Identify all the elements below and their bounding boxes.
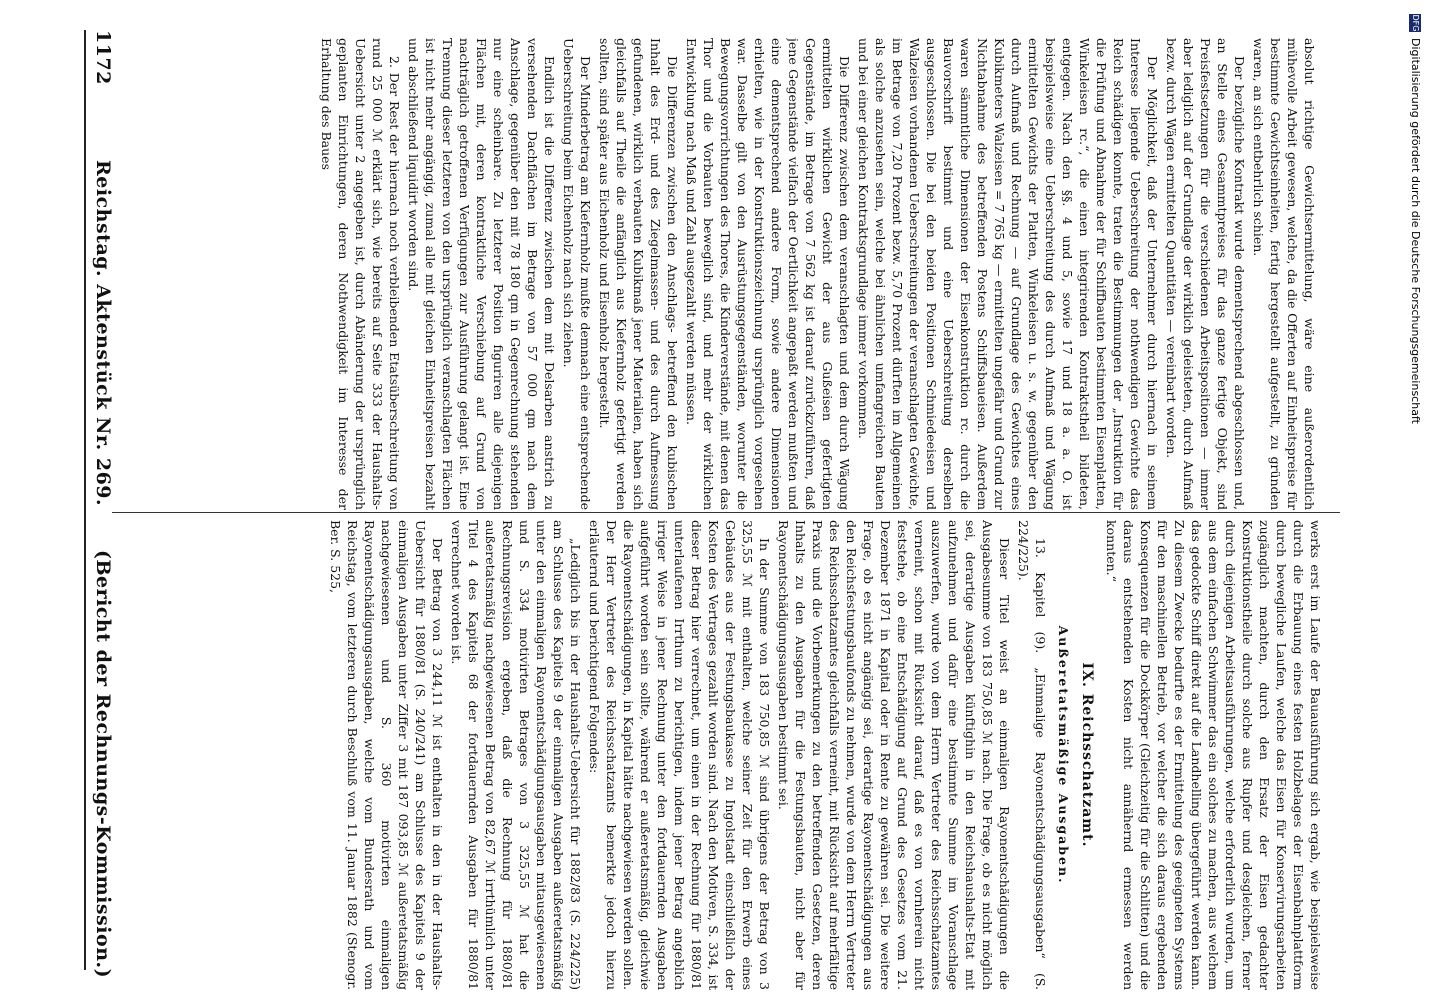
paragraph: Die Differenz zwischen dem veranschlagten und dem durch Wägung ermittelten wirklichen Gewicht der aus Gußeisen gefertigten Gegenstände, im Betrage von 7 562 kg ist darauf zurückzuführen, daß jene Gegenstände vielfach der Oertlichkeit angepaßt werden mußten und eine dementsprechend andere Form, sowie andere Dimensionen erhielten, wie in der Konstruktionszeichnung ursprünglich vorgesehen war. Dasselbe gilt von den Ausrüstungsgegenständen, worunter die Bewegungsvorrichtungen des Thores, die Kinderverstände, mit denen das Thor und die Vorbauten beweglich sind, und mehr der wirklichen Entwicklung nach Maß und Zahl ausgezahlt werden müssen. (684, 38, 852, 510)
page-header (88, 30, 114, 979)
paragraph: werks erst im Laufe der Bauausführung sich ergab, wie beispielsweise durch die Erbauung eines festen Holzbelages der Eisenbahnplattform durch bewegliche Laufen, welche das Eisen für Konservirungsarbeiten zugänglich machten, durch den Ersatz der Eisen gedachter Konstruktionstheile durch solche aus Rupfer und desgleichen, ferner durch diejenigen Arbeitsausführungen, welche erforderlich wurden, um aus dem einfachen Schwimmer das ein solches zu machen, aus welchem das gedockte Schiff direkt auf die Landhelling übergeführt werden kann. Zu diesem Zwecke bedurfte es der Ermittelung des geeigneten Systems für den maschinellen Betrieb, vor welcher die sich daraus ergebenden Konsequenzen für die Dockkörper (Gleichzeitig für die Schlitten) und die daraus entstehenden Kosten nicht annähernd ermessen werden konnten.“ (1104, 520, 1323, 990)
paragraph: Dieser Titel weist an einmaligen Rayonentschädigungen die Ausgabesumme von 183 750,85 ℳ nach. Die Frage, ob es nicht möglich sei, derartige Ausgaben künftighin in den Reichshaushalts-Etat mit aufzunehmen und dafür eine bestimmte Summe im Voranschlage auszuwerfen, wurde von dem Herrn Vertreter des Reichsschatzamtes verneint, schon mit Rücksicht darauf, daß es von vornherein nicht feststehe, ob eine Entschädigung auf Grund des Gesetzes vom 21. Dezember 1871 in Kapital oder in Rente zu gewähren sei. Die weitere Frage, ob es nicht angängig sei, derartige Rayonentschädigungen aus den Reichsfestungsbaufonds zu nehmen, wurde von dem Herrn Vertreter des Reichsschatzamtes gleichfalls verneint, mit Rücksicht auf mehrfältige Praxis und die Vorbemerkungen zu den betreffenden Gesetzen, deren Inhalts zu den Ausgaben für die Festungsbauten, nicht aber für Rayonentschädigungsausgaben bestimmt sei. (776, 520, 1012, 990)
paragraph: Der bezügliche Kontrakt wurde dementsprechend abgeschlossen und, an Stelle eines Gesammtpreises für das ganze fertige Objekt, sind Preisfestsetzungen für die verschiedenen Arbeitspositionen — immer aber lediglich auf der Grundlage der wirklich geleisteten, durch Aufmaß bezw. durch Wägen ermittelten Quantitäten — vereinbart worden. (1164, 38, 1247, 510)
paragraph: Der Betrag von 3 244,11 ℳ ist enthalten in den in der Haushalts-Uebersicht für 1880/81 (S. 240/241) am Schlusse des Kapitels 9 der einmaligen Ausgaben unter Ziffer 3 mit 187 093,85 ℳ außeretatsmäßig nachgewiesenen und S. 360 motivirten einmaligen Rayonentschädigungsausgaben, welche vom Bundesrath und vom Reichstag, vom letzteren durch Beschluß vom 11. Januar 1882 (Stenogr. Ber. S. 525, (328, 520, 445, 990)
digitization-footer (1406, 14, 1422, 994)
page-number: 1172 (92, 30, 114, 85)
header-rule (84, 30, 86, 970)
paragraph: Der Minderbetrag am Kiefernholz mußte demnach eine entsprechende Ueberschreitung beim Eichenholz nach sich ziehen. (561, 38, 593, 510)
dfg-logo: DFG (1411, 14, 1420, 32)
paragraph: „Lediglich bis in der Haushalts-Uebersicht für 1882/83 (S. 224/225) am Schlusse des Kapitels 9 der einmaligen Ausgaben außeretatsmäßig unter den einmaligen Rayonentschädigungsausgaben mitausgewiesenen und S. 334 motivirten Betrages von 3 325,55 ℳ hat die Rechnungsrevision ergeben, daß die Rechnung für 1880/81 außeretatsmäßig nachgewiesenen Betrag von 82,67 ℳ irrthümlich unter Titel 4 des Kapitels 68 der fortdauernden Ausgaben für 1880/81 verrechnet worden ist. (449, 520, 583, 990)
page-title: Reichstag. Aktenstück Nr. 269. (92, 160, 114, 507)
column-divider (112, 512, 1340, 513)
sub-heading: Außeretatsmäßige Ausgaben. (1056, 625, 1071, 885)
paragraph: Der Möglichkeit, daß der Unternehmer durch hiernach in seinem Interesse liegende Ueberschreitung der nothwendigen Gewichte das Reich schädigen konnte, traten die Bestimmungen der „Instruktion für die Prüfung und Abnahme der für Schiffbauten bestimmten Eisenplatten, Winkeleisen rc.“, die einen integrirenden Kontraktstheil bildeten, entgegen. Nach den §§. 4 und 5, sowie 17 und 18 a. a. O. ist beispielsweise eine Ueberschreitung des durch Aufmaß und Wägung ermittelten Gewichts der Platten, Winkeleisen u. s. w. gegenüber den durch Aufmaß und Rechnung — auf Grundlage des Gewichtes eines Kubikmeters Walzeisen = 7 765 kg — ermittelten ungefähr und Grund zur Nichtabnahme des betreffenden Postens Schiffsbaueisen. Außerdem waren sämmtliche Dimensionen der Eisenkonstruktion rc. durch die Bauvorschrift bestimmt und eine Ueberschreitung derselben ausgeschlossen. Die bei den beiden Positionen Schmiedeeisen und Walzeisen vorhandenen Ueberschreitungen der veranschlagten Gewichte, im Betrage von 7,20 Prozent bezw. 5,70 Prozent dürften im Allgemeinen als solche anzusehen sein, welche bei ähnlichen umfangreichen Bauten und bei einer gleichen Kontraktsgrundlage immer vorkommen. (856, 38, 1160, 510)
right-text-column (114, 520, 1324, 990)
page-subtitle: (Bericht der Rechnungs-Kommission.) (92, 550, 114, 979)
paragraph: absolut richtige Gewichtsermittelung, wäre eine außerordentlich mühevolle Arbeit gewesen, welche, da die Offerten auf Einheitspreise für bestimmte Gewichtseinheiten, fertig hergestellt aufgestellt, zu gründen waren, an sich entbehrlich schien. (1251, 38, 1317, 510)
section-heading: IX. Reichsschatzamt. (1079, 662, 1095, 848)
paragraph: Endlich ist die Differenz zwischen dem mit Delsarben anstrich zu versehenden Dachflächen im Betrage von 57 000 qm nach dem Anschlage, gegenüber den mit 78 180 qm in Gegenrechnung stehenden nur eine scheinbare. Zu letzterer Position figuriren alle diejenigen Flächen mit, deren kontraktliche Verschiebung auf Grund von nachträglich getroffenen Verfügungen zur Ausführung gelangt ist. Eine Trennung dieser letzteren von den ursprünglich veranschlagten Flächen ist nicht mehr angängig, zumal alle mit gleichen Einheitspreisen bezahlt und abschließend liquidirt worden sind. (406, 38, 557, 510)
paragraph: 2. Der Rest der hiernach noch verbleibenden Etatsüberschreitung von rund 25 000 ℳ erklärt sich, wie bereits auf Seite 333 der Haushalts-Uebersicht unter 2 angegeben ist, durch Abänderung der ursprünglich geplanten Einrichtungen, deren Nothwendigkeit im Interesse der Erhaltung des Baues (319, 38, 402, 510)
left-text-column (118, 38, 1318, 510)
digitization-credit: Digitalisierung gefördert durch die Deutsche Forschungsgemeinschaft (1409, 38, 1422, 424)
paragraph: 13. Kapitel (9). „Einmalige Rayonentschädigungsausgaben“ (S. 224/225). (1016, 520, 1048, 990)
paragraph: Die Differenzen zwischen den Anschlags- betreffend den kubischen Inhalt des Erd- und des Ziegelmassen- und des durch Aufmessung gefundenen, wirklich verbauten Kubikmaß jener Materialien, haben sich gleichfalls auf Theile die anfänglich aus Kiefernholz gefertigt werden sollten, sind später aus Eichenholz und Eisenholz hergestellt. (597, 38, 680, 510)
paragraph: In der Summe von 183 750,85 ℳ sind übrigens der Betrag von 3 325,55 ℳ mit enthalten, welche seiner Zeit für den Erwerb eines Gebäudes aus der Festungsbaukasse zu Ingolstadt einschließlich der Kosten des Vertrages gezahlt worden sind. Nach den Motiven, S. 334, ist dieser Betrag hier verrechnet, um einen in der Rechnung für 1880/81 unterlaufenen Irrthum zu berichtigen, indem jener Betrag angeblich irriger Weise in jener Rechnung unter den fortdauernden Ausgaben aufgeführt worden sein sollte, während er außeretatsmäßig, gleichwie die Rayonentschädigungen, in Kapital hätte nachgewiesen werden sollen. Der Herr Vertreter des Reichsschatzamts bemerkte jedoch hierzu erläuternd und berichtigend Folgendes: (587, 520, 772, 990)
